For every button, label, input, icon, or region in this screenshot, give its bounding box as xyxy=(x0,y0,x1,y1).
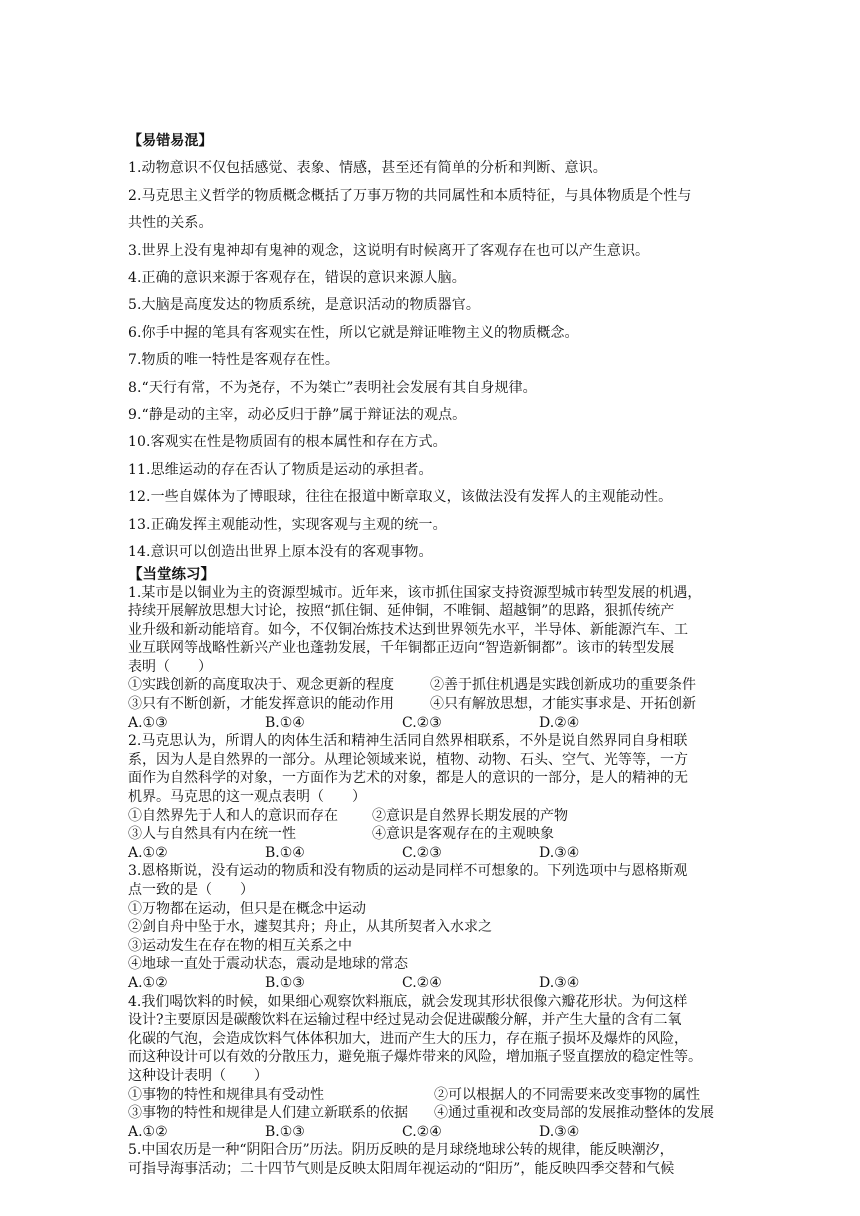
answer-choices xyxy=(128,844,738,863)
option-row xyxy=(128,807,738,826)
statement-line: 12.一些自媒体为了博眼球，往往在报道中断章取义，该做法没有发挥人的主观能动性。 xyxy=(128,489,673,506)
question-stem-line: 业升级和新动能培育。如今，不仅铜冶炼技术达到世界领先水平，半导体、新能源汽车、工 xyxy=(128,621,688,638)
answer-choice-d: D.③④ xyxy=(539,844,580,861)
answer-choices xyxy=(128,714,738,733)
option-row xyxy=(128,1104,738,1123)
answer-choice-b: B.①③ xyxy=(265,974,305,991)
statement-line: 14.意识可以创造出世界上原本没有的客观事物。 xyxy=(128,544,433,561)
answer-choice-d: D.②④ xyxy=(539,714,580,731)
question-stem-line: 化碳的气泡，会造成饮料气体体积加大，进而产生大的压力，存在瓶子损坏及爆炸的风险， xyxy=(128,1030,688,1047)
option-row xyxy=(128,695,738,714)
option-statement: ③运动发生在存在物的相互关系之中 xyxy=(128,937,352,954)
option-statement: ④只有解放思想，才能实事求是、开拓创新 xyxy=(430,696,696,713)
option-statement: ④地球一直处于震动状态，震动是地球的常态 xyxy=(128,956,408,973)
answer-choices xyxy=(128,1123,738,1142)
answer-choice-a: A.①② xyxy=(128,844,168,861)
option-statement: ③事物的特性和规律是人们建立新联系的依据 xyxy=(128,1105,408,1122)
option-row xyxy=(128,676,738,695)
question-stem-line: 1.某市是以铜业为主的资源型城市。近年来，该市抓住国家支持资源型城市转型发展的机遇， xyxy=(128,584,702,601)
statement-line: 7.物质的唯一特性是客观存在性。 xyxy=(128,352,339,369)
statement-line: 2.马克思主义哲学的物质概念概括了万事万物的共同属性和本质特征，与具体物质是个性与 xyxy=(128,187,692,204)
option-row xyxy=(128,1086,738,1105)
question-stem-line: 持续开展解放思想大讨论，按照“抓住铜、延伸铜，不唯铜、超越铜”的思路，狠抓传统产 xyxy=(128,603,675,620)
answer-choice-b: B.①④ xyxy=(265,714,305,731)
option-statement: ①实践创新的高度取决于、观念更新的程度 xyxy=(128,677,394,694)
section-heading: 【当堂练习】 xyxy=(128,565,215,583)
option-statement: ④通过重视和改变局部的发展推动整体的发展 xyxy=(434,1105,714,1122)
section-practice xyxy=(128,566,738,1179)
option-statement: ②剑自舟中坠于水，遽契其舟；舟止，从其所契者入水求之 xyxy=(128,919,492,936)
answer-choice-c: C.②③ xyxy=(402,844,442,861)
option-statement: ①事物的特性和规律具有受动性 xyxy=(128,1086,324,1103)
question-stem-line: 面作为自然科学的对象，一方面作为艺术的对象，都是人的意识的一部分，是人的精神的无 xyxy=(128,770,688,787)
answer-choice-a: A.①② xyxy=(128,1123,168,1140)
option-statement: ①自然界先于人和人的意识而存在 xyxy=(128,807,338,824)
option-statement: ③只有不断创新，才能发挥意识的能动作用 xyxy=(128,696,394,713)
document-body xyxy=(128,128,738,1179)
statement-line: 9.“静是动的主宰，动必反归于静”属于辩证法的观点。 xyxy=(128,407,467,424)
question-2 xyxy=(128,732,738,862)
answer-choice-a: A.①③ xyxy=(128,714,168,731)
answer-choice-b: B.①④ xyxy=(265,844,305,861)
option-statement: ②可以根据人的不同需要来改变事物的属性 xyxy=(434,1086,700,1103)
statement-line: 10.客观实在性是物质固有的根本属性和存在方式。 xyxy=(128,434,447,451)
statement-line: 5.大脑是高度发达的物质系统，是意识活动的物质器官。 xyxy=(128,297,480,314)
question-stem-line: 这种设计表明（ ） xyxy=(128,1067,268,1084)
question-stem-line: 表明（ ） xyxy=(128,658,212,675)
statement-line: 6.你手中握的笔具有客观实在性，所以它就是辩证唯物主义的物质概念。 xyxy=(128,324,579,341)
section-heading: 【易错易混】 xyxy=(128,133,213,149)
statement-line: 1.动物意识不仅包括感觉、表象、情感，甚至还有简单的分析和判断、意识。 xyxy=(128,160,607,177)
option-row xyxy=(128,825,738,844)
answer-choices xyxy=(128,974,738,993)
answer-choice-c: C.②③ xyxy=(402,714,442,731)
option-statement: ②意识是自然界长期发展的产物 xyxy=(372,807,568,824)
statement-line: 13.正确发挥主观能动性，实现客观与主观的统一。 xyxy=(128,516,447,533)
option-statement: ④意识是客观存在的主观映象 xyxy=(372,826,554,843)
answer-choice-a: A.①② xyxy=(128,974,168,991)
question-stem-line: 机界。马克思的这一观点表明（ ） xyxy=(128,789,366,806)
question-stem-line: 设计?主要原因是碳酸饮料在运输过程中经过晃动会促进碳酸分解，并产生大量的含有二氧 xyxy=(128,1012,682,1029)
answer-choice-d: D.③④ xyxy=(539,974,580,991)
question-stem-line: 5.中国农历是一种“阴阳合历”历法。阴历反映的是月球绕地球公转的规律，能反映潮汐， xyxy=(128,1142,674,1159)
question-stem-line: 点一致的是（ ） xyxy=(128,882,254,898)
answer-choice-d: D.③④ xyxy=(539,1123,580,1140)
question-stem-line: 2.马克思认为，所谓人的肉体生活和精神生活同自然界相联系，不外是说自然界同自身相联 xyxy=(128,733,688,750)
option-statement: ③人与自然具有内在统一性 xyxy=(128,826,296,843)
statement-line: 共性的关系。 xyxy=(128,215,213,232)
option-statement: ①万物都在运动，但只是在概念中运动 xyxy=(128,900,366,917)
question-stem-line: 4.我们喝饮料的时候，如果细心观察饮料瓶底，就会发现其形状很像六瓣花形状。为何这样 xyxy=(128,993,688,1010)
question-1 xyxy=(128,584,738,733)
question-3 xyxy=(128,862,738,992)
question-stem-line: 系，因为人是自然界的一部分。从理论领域来说，植物、动物、石头、空气、光等等，一方 xyxy=(128,751,688,768)
statement-line: 3.世界上没有鬼神却有鬼神的观念，这说明有时候离开了客观存在也可以产生意识。 xyxy=(128,242,650,259)
statement-line: 8.“天行有常，不为尧存，不为桀亡”表明社会发展有其自身规律。 xyxy=(128,379,537,396)
statement-line: 11.思维运动的存在否认了物质是运动的承担者。 xyxy=(128,461,433,478)
question-stem-line: 3.恩格斯说，没有运动的物质和没有物质的运动是同样不可想象的。下列选项中与恩格斯观 xyxy=(128,863,688,880)
question-5 xyxy=(128,1141,738,1178)
answer-choice-c: C.②④ xyxy=(402,974,442,991)
answer-choice-b: B.①③ xyxy=(265,1123,305,1140)
question-4 xyxy=(128,993,738,1142)
question-stem-line: 可指导海事活动；二十四节气则是反映太阳周年视运动的“阳历”，能反映四季交替和气候 xyxy=(128,1160,675,1177)
question-stem-line: 业互联网等战略性新兴产业也蓬勃发展，千年铜都正迈向“智造新铜都”。该市的转型发展 xyxy=(128,640,675,657)
section-error-prone xyxy=(128,128,738,567)
option-statement: ②善于抓住机遇是实践创新成功的重要条件 xyxy=(430,677,696,694)
answer-choice-c: C.②④ xyxy=(402,1123,442,1140)
statement-line: 4.正确的意识来源于客观存在，错误的意识来源人脑。 xyxy=(128,270,466,287)
question-stem-line: 而这种设计可以有效的分散压力，避免瓶子爆炸带来的风险，增加瓶子竖直摆放的稳定性等。 xyxy=(128,1049,702,1066)
